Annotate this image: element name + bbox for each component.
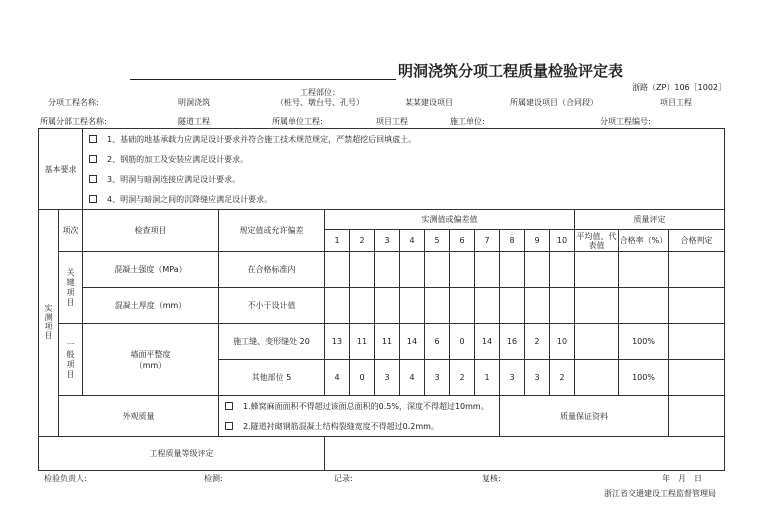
project-value: 项目工程 — [660, 98, 692, 107]
measure-cell: 4 — [400, 360, 425, 396]
measure-cell: 0 — [450, 324, 475, 360]
measured-section-label: 实测项目 — [39, 210, 59, 437]
unit-value: 项目工程 — [376, 117, 408, 126]
measure-cell: 11 — [375, 324, 400, 360]
check-item: 混凝土强度（MPa） — [83, 252, 219, 288]
col-measured-header: 实测值或偏差值 — [325, 210, 575, 230]
col-judge-header: 合格判定 — [669, 230, 725, 252]
col-quality-header: 质量评定 — [575, 210, 725, 230]
appearance-text: 1.蜂窝麻面面积不得超过该面总面积的0.5%，深度不得超过10mm。 — [243, 401, 489, 411]
subitem-label: 分项工程名称: — [48, 98, 99, 107]
measure-cell: 3 — [375, 360, 400, 396]
measure-cell: 6 — [425, 324, 450, 360]
requirement-item — [85, 129, 724, 149]
page-title: 明洞浇筑分项工程质量检验评定表 — [398, 62, 624, 80]
division-label: 所属分部工程名称: — [40, 117, 107, 126]
spec-value: 不小于设计值 — [219, 288, 325, 324]
rate-cell: 100% — [619, 324, 669, 360]
requirement-text: 1、基础的地基承载力应满足设计要求并符合施工技术规范规定，严禁超挖后回填虚土。 — [107, 134, 417, 144]
division-value: 隧道工程 — [178, 117, 210, 126]
grade-label: 工程质量等级评定 — [39, 437, 325, 471]
tester-label: 检测: — [204, 474, 223, 483]
form-code: 浙路（ZP）106［1002］ — [632, 83, 726, 92]
col-spec-header: 规定值或允许偏差 — [219, 210, 325, 252]
measure-num: 5 — [425, 230, 450, 252]
quality-assurance-label: 质量保证资料 — [500, 396, 669, 437]
measure-cell: 10 — [550, 324, 575, 360]
col-rate-header: 合格率（%） — [619, 230, 669, 252]
check-item: 混凝土厚度（mm） — [83, 288, 219, 324]
measure-cell: 2 — [450, 360, 475, 396]
measure-cell: 14 — [475, 324, 500, 360]
measure-num: 6 — [450, 230, 475, 252]
measure-cell: 13 — [325, 324, 350, 360]
builder-label: 施工单位: — [450, 117, 485, 126]
measure-num: 10 — [550, 230, 575, 252]
measure-cell: 0 — [350, 360, 375, 396]
unit-label: 所属单位工程: — [272, 117, 323, 126]
requirement-text: 2、钢筋的加工及安装应满足设计要求。 — [107, 154, 249, 164]
measure-cell: 3 — [500, 360, 525, 396]
measure-cell: 2 — [550, 360, 575, 396]
appearance-text: 2.隧道衬砌钢筋混凝土结构裂缝宽度不得超过0.2mm。 — [243, 421, 439, 431]
part-label-line1: 工程部位： — [300, 88, 340, 97]
checkbox[interactable] — [225, 422, 233, 430]
measure-num: 3 — [375, 230, 400, 252]
recorder-label: 记录: — [334, 474, 353, 483]
measure-num: 1 — [325, 230, 350, 252]
measure-cell: 2 — [525, 324, 550, 360]
part-label — [270, 88, 370, 108]
reviewer-label: 复核: — [482, 474, 501, 483]
requirement-item — [85, 169, 724, 189]
measure-cell: 11 — [350, 324, 375, 360]
checkbox[interactable] — [89, 195, 97, 203]
key-items-label: 关键项目 — [59, 252, 83, 324]
col-avg-header: 平均值、代表值 — [576, 231, 617, 250]
project-label: 所属建设项目（合同段） — [510, 98, 598, 107]
measure-num: 8 — [500, 230, 525, 252]
inspection-table — [38, 128, 725, 471]
part-label-line2: （桩号、墩台号、孔号） — [276, 98, 364, 107]
flatness-item-line2: （mm） — [134, 360, 167, 370]
flatness-item — [83, 324, 219, 396]
subitem-value: 明洞浇筑 — [178, 98, 210, 107]
basic-requirements-label: 基本要求 — [39, 129, 83, 210]
title-underline — [130, 79, 396, 80]
issuer-label: 浙江省交通建设工程监督管理局 — [604, 489, 716, 498]
requirement-text: 3、明洞与暗洞连接应满足设计要求。 — [107, 174, 241, 184]
date-label: 年 月 日 — [662, 474, 702, 483]
spec-value: 施工缝、变形缝处 20 — [219, 324, 325, 360]
measure-num: 7 — [475, 230, 500, 252]
basic-requirements-list — [83, 129, 725, 210]
measure-num: 2 — [350, 230, 375, 252]
requirement-text: 4、明洞与暗洞之间的沉降缝应满足设计要求。 — [107, 194, 273, 204]
checkbox[interactable] — [89, 155, 97, 163]
checkbox[interactable] — [89, 175, 97, 183]
checkbox[interactable] — [89, 135, 97, 143]
inspector-label: 检验负责人: — [44, 474, 87, 483]
appearance-list — [219, 396, 500, 437]
measure-cell: 3 — [525, 360, 550, 396]
checkbox[interactable] — [225, 402, 233, 410]
col-item-header: 检查项目 — [83, 210, 219, 252]
general-items-label: 一般项目 — [59, 324, 83, 396]
requirement-item — [85, 149, 724, 169]
measure-cell: 4 — [325, 360, 350, 396]
subitem-no-label: 分项工程编号: — [600, 117, 651, 126]
measure-cell: 3 — [425, 360, 450, 396]
flatness-item-line1: 墙面平整度 — [130, 349, 171, 359]
measure-cell: 14 — [400, 324, 425, 360]
appearance-item — [221, 396, 499, 416]
spec-value: 在合格标准内 — [219, 252, 325, 288]
requirement-item — [85, 189, 724, 209]
appearance-item — [221, 416, 499, 436]
col-no-header: 项次 — [59, 210, 83, 252]
rate-cell: 100% — [619, 360, 669, 396]
measure-num: 4 — [400, 230, 425, 252]
measure-cell: 1 — [475, 360, 500, 396]
spec-value: 其他部位 5 — [219, 360, 325, 396]
construction-unit-value: 某某建设项目 — [405, 98, 453, 107]
measure-cell: 16 — [500, 324, 525, 360]
measure-num: 9 — [525, 230, 550, 252]
appearance-label: 外观质量 — [59, 396, 219, 437]
